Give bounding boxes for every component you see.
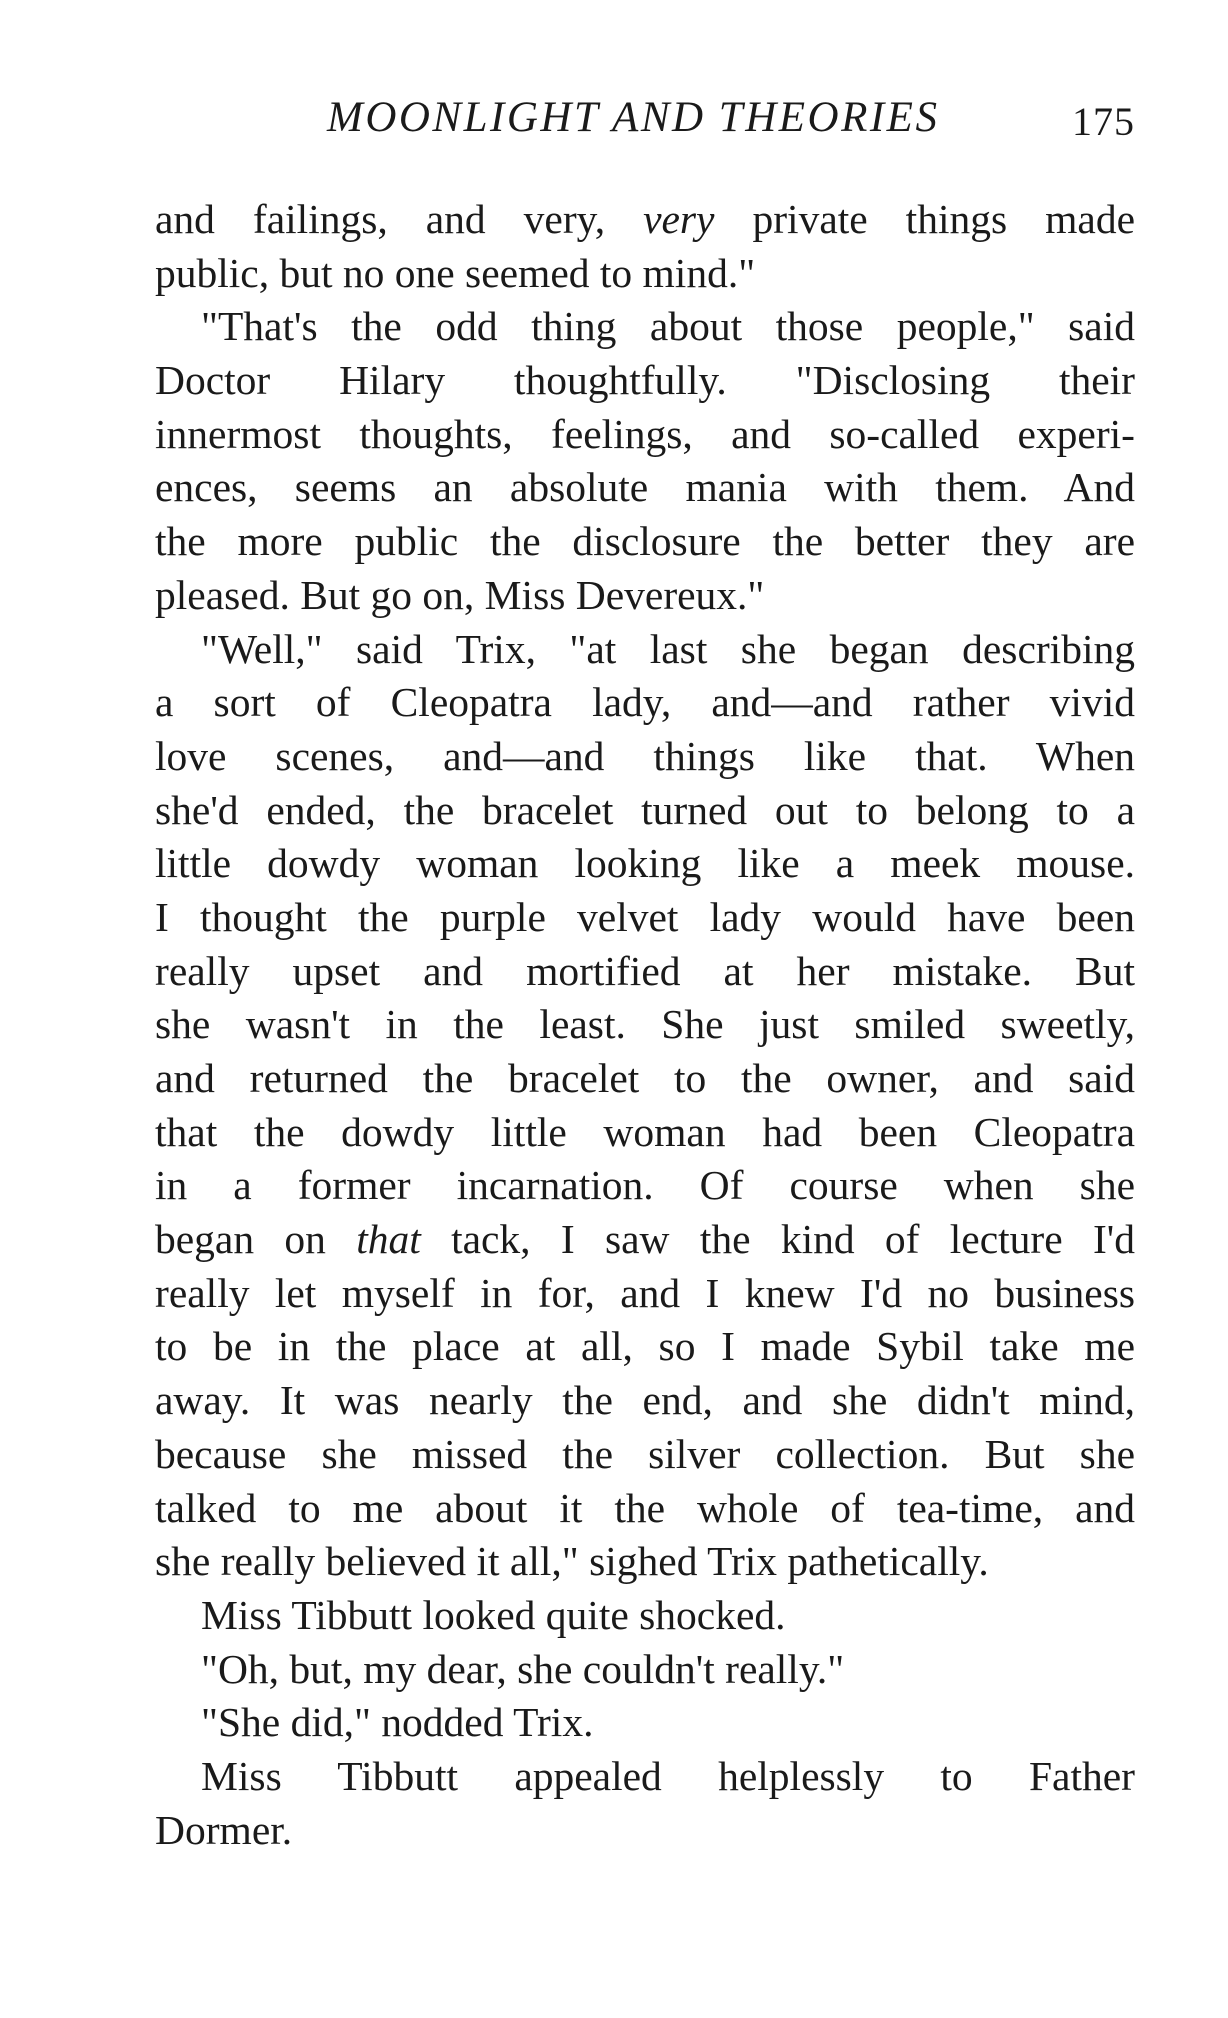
text-line: she'd ended, the bracelet turned out to belong to a (155, 786, 1135, 833)
text-line: public, but no one seemed to mind." (155, 249, 756, 296)
text-line: that the dowdy little woman had been Cleopatra (155, 1108, 1135, 1155)
text-line: Miss Tibbutt looked quite shocked. (201, 1591, 786, 1638)
text-line: "That's the odd thing about those people," said (201, 303, 1135, 350)
page-number: 175 (1072, 99, 1135, 144)
text-line: little dowdy woman looking like a meek mouse. (155, 840, 1135, 887)
text-line: because she missed the silver collection. But she (155, 1430, 1135, 1477)
text-line: pleased. But go on, Miss Devereux." (155, 571, 765, 618)
text-line: Miss Tibbutt appealed helplessly to Father (201, 1752, 1135, 1799)
text-line: "She did," nodded Trix. (201, 1699, 594, 1746)
emphasis: that (356, 1216, 421, 1263)
text-line: ences, seems an absolute mania with them. And (155, 464, 1135, 511)
text-line: really let myself in for, and I knew I'd no business (155, 1269, 1135, 1316)
page-header (155, 88, 1135, 148)
text-line: love scenes, and—and things like that. When (155, 732, 1135, 779)
text-line: talked to me about it the whole of tea-time, and (155, 1484, 1135, 1531)
text-line: and failings, and very, very private things made (155, 196, 1135, 242)
body-text (155, 193, 1135, 1857)
text-line: I thought the purple velvet lady would have been (155, 893, 1135, 940)
text-line: really upset and mortified at her mistake. But (155, 947, 1135, 994)
text-line: a sort of Cleopatra lady, and—and rather vivid (155, 679, 1135, 726)
emphasis: very (643, 196, 715, 242)
text-line: she really believed it all," sighed Trix pathetically. (155, 1538, 989, 1585)
text-line: began on that tack, I saw the kind of lecture I'd (155, 1216, 1136, 1263)
text-line: Dormer. (155, 1806, 293, 1853)
text-line: "Oh, but, my dear, she couldn't really." (201, 1645, 845, 1692)
text-line: "Well," said Trix, "at last she began describing (201, 625, 1135, 672)
text-line: to be in the place at all, so I made Sybil take me (155, 1323, 1135, 1370)
text-line: away. It was nearly the end, and she didn't mind, (155, 1377, 1135, 1424)
text-line: she wasn't in the least. She just smiled sweetly, (155, 1001, 1135, 1048)
text-line: Doctor Hilary thoughtfully. "Disclosing their (155, 357, 1135, 404)
text-line: in a former incarnation. Of course when she (155, 1162, 1135, 1209)
running-title: MOONLIGHT AND THEORIES (327, 94, 940, 141)
text-line: innermost thoughts, feelings, and so-called experi- (155, 410, 1135, 457)
text-line: and returned the bracelet to the owner, and said (155, 1055, 1135, 1101)
text-line: the more public the disclosure the better they are (155, 518, 1135, 565)
